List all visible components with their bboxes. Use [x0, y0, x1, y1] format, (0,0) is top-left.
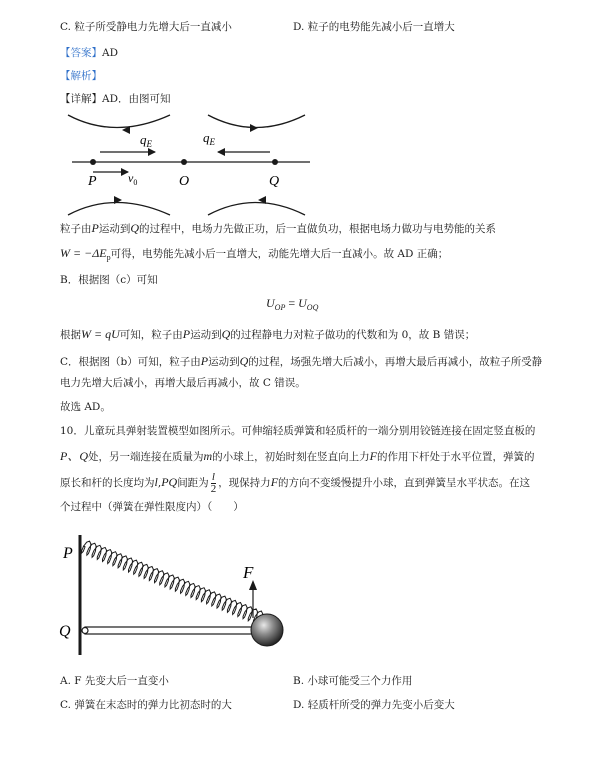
spring — [82, 541, 263, 623]
formula-w-de: W = −ΔE — [60, 246, 107, 260]
option-c: C. 弹簧在末态时的弹力比初态时的大 — [60, 699, 232, 711]
hinge-q — [82, 628, 88, 634]
q10-line-3: 原长和杆的长度均为l,PQ间距为 $\frac{l}{2}$ ，现保持力F的方向不变缓慢提升小球，直到弹簧呈水平状态。在这 — [60, 470, 531, 495]
qe-label-left: $q_E$ — [140, 132, 152, 149]
ball — [251, 614, 283, 646]
para-6: 电力先增大后减小，再增大最后再减小，故 C 错误。 — [60, 377, 306, 389]
point-o — [181, 159, 187, 165]
field-arrow — [250, 124, 258, 132]
prev-option-d: D. 粒子的电势能先减小后一直增大 — [293, 21, 455, 33]
q10-line-4: 个过程中（弹簧在弹性限度内）（ ） — [60, 501, 244, 513]
field-diagram — [60, 110, 320, 220]
point-q — [272, 159, 278, 165]
label-f: F — [243, 563, 254, 582]
label-v0: $v_0$ — [128, 171, 138, 187]
para-4: 根据W = qU可知，粒子由P运动到Q的过程静电力对粒子做功的代数和为 0，故 B 错误； — [60, 327, 476, 341]
label-o: O — [179, 174, 190, 189]
field-line-bottom-right — [208, 203, 305, 216]
label-p2: P — [63, 545, 73, 562]
field-line-top-right — [208, 115, 305, 128]
para-1: 粒子由P运动到Q的过程中，电场力先做正功，后一直做负功，根据电场力做功与电势能的关系 — [60, 221, 497, 235]
rod — [85, 627, 263, 634]
label-p: P — [88, 174, 97, 189]
answer-tag: 【答案】 — [60, 47, 102, 59]
detail-text: AD．由图可知 — [102, 93, 171, 105]
q10-line-1: 10．儿童玩具弹射装置模型如图所示。可伸缩轻质弹簧和轻质杆的一端分别用铰链连接在固定竖直板的 — [60, 425, 536, 437]
analysis-tag: 【解析】 — [60, 70, 102, 82]
label-q2: Q — [59, 623, 71, 640]
answer-value: AD — [102, 47, 119, 59]
para-2: $W = -\Delta E_p$可得，电势能先减小后一直增大，动能先增大后一直减小。故 AD 正确； — [60, 246, 449, 263]
point-p — [90, 159, 96, 165]
option-a: A. F 先变大后一直变小 — [60, 675, 169, 687]
qe-label-right: $q_E$ — [203, 130, 215, 147]
field-line-top-left — [68, 115, 170, 128]
launcher-diagram — [55, 530, 295, 670]
option-b: B. 小球可能受三个力作用 — [293, 675, 413, 687]
detail-tag: 【详解】 — [60, 93, 102, 105]
equation-uop-uoq: $U_{OP} = U_{OQ}$ — [266, 296, 319, 313]
field-line-bottom-left — [68, 203, 170, 216]
answer-line — [60, 46, 118, 60]
fraction-l-over-2: $\frac{l}{2}$ — [210, 470, 217, 495]
label-q: Q — [269, 174, 280, 189]
prev-option-c: C. 粒子所受静电力先增大后一直减小 — [60, 21, 232, 33]
para-5: C．根据图（b）可知，粒子由P运动到Q的过程，场强先增大后减小，再增大最后再减小，故粒子所受静 — [60, 354, 543, 368]
para-7: 故选 AD。 — [60, 401, 111, 413]
para-3: B．根据图（c）可知 — [60, 274, 158, 286]
option-d: D. 轻质杆所受的弹力先变小后变大 — [293, 699, 455, 711]
q10-line-2: P、Q处，另一端连接在质量为m的小球上，初始时刻在竖直向上力F的作用下杆处于水平位置，弹簧的 — [60, 449, 535, 463]
detail-line — [60, 92, 171, 106]
